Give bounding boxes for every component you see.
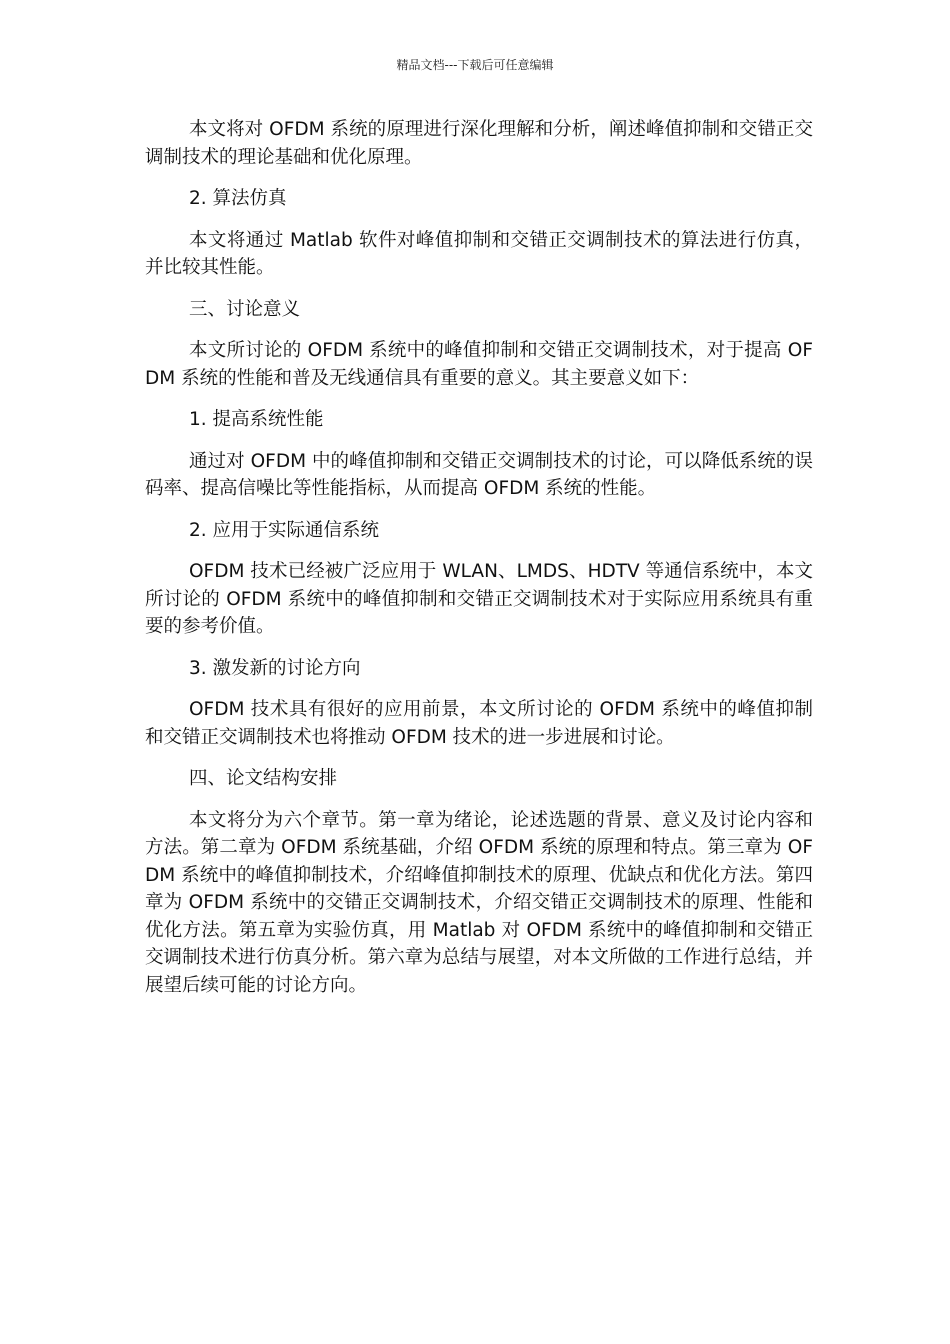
heading-practical-application: 2. 应用于实际通信系统 [189, 519, 380, 541]
paragraph-theory-analysis: 本文将对 OFDM 系统的原理进行深化理解和分析，阐述峰值抑制和交错正交调制技术的理论基础和优化原理。 [145, 119, 813, 168]
paragraph-thesis-structure: 本文将分为六个章节。第一章为绪论，论述选题的背景、意义及讨论内容和方法。第二章为 OFDM 系统基础，介绍 OFDM 系统的原理和特点。第三章为 OFDM 系统中的峰值抑制技术，介绍峰值抑制技术的原理、优缺点和优化方法。第四章为 OFDM 系统中的交错正交调制技术，介绍交错正交调制技术的原理、性能和优化方法。第五章为实验仿真，用 Matlab 对 OFDM 系统中的峰值抑制和交错正交调制技术进行仿真分析。第六章为总结与展望，对本文所做的工作进行总结，并展望后续可能的讨论方向。 [145, 809, 813, 996]
document-body [145, 116, 813, 1013]
heading-algorithm-simulation: 2. 算法仿真 [189, 188, 287, 209]
page-header: 精品文档---下载后可任意编辑 [396, 58, 554, 72]
heading-thesis-structure: 四、论文结构安排 [189, 768, 338, 789]
heading-improve-performance: 1. 提高系统性能 [189, 409, 324, 430]
heading-significance: 三、讨论意义 [189, 298, 301, 320]
paragraph-improve-performance: 通过对 OFDM 中的峰值抑制和交错正交调制技术的讨论，可以降低系统的误码率、提高信噪比等性能指标，从而提高 OFDM 系统的性能。 [145, 450, 813, 499]
heading-new-directions: 3. 激发新的讨论方向 [189, 657, 361, 679]
paragraph-practical-application: OFDM 技术已经被广泛应用于 WLAN、LMDS、HDTV 等通信系统中，本文所讨论的 OFDM 系统中的峰值抑制和交错正交调制技术对于实际应用系统具有重要的参考价值。 [145, 561, 813, 637]
paragraph-significance: 本文所讨论的 OFDM 系统中的峰值抑制和交错正交调制技术，对于提高 OFDM 系统的性能和普及无线通信具有重要的意义。其主要意义如下： [145, 340, 813, 389]
paragraph-simulation: 本文将通过 Matlab 软件对峰值抑制和交错正交调制技术的算法进行仿真，并比较其性能。 [145, 229, 813, 278]
paragraph-new-directions: OFDM 技术具有很好的应用前景，本文所讨论的 OFDM 系统中的峰值抑制和交错正交调制技术也将推动 OFDM 技术的进一步进展和讨论。 [145, 699, 813, 748]
